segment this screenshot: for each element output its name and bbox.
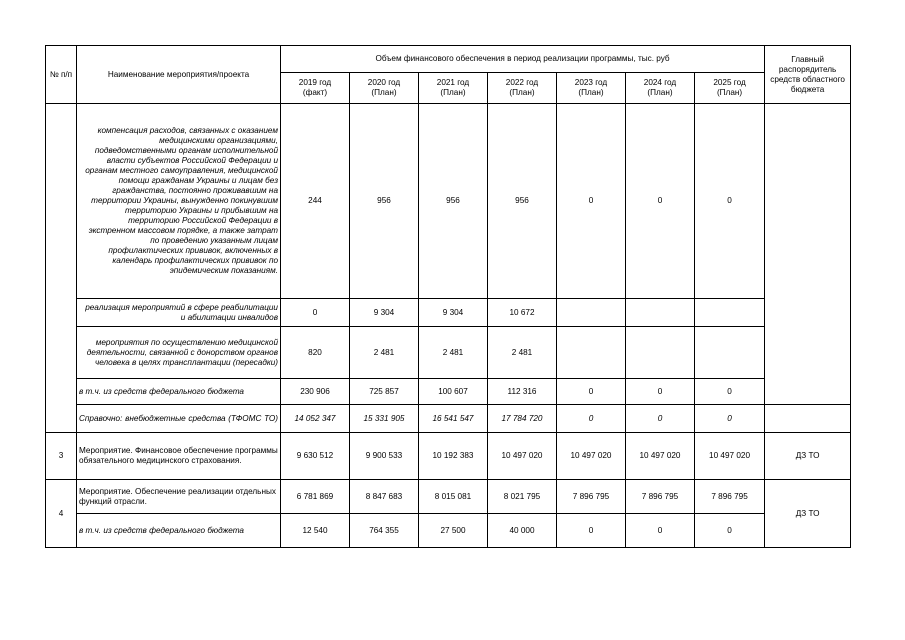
table-row (46, 104, 851, 299)
cell-value (557, 327, 626, 379)
cell-value: 10 192 383 (419, 433, 488, 480)
row-name: компенсация расходов, связанных с оказанием медицинскими организациями, подведомственными органам исполнительной власти субъектов Российской Федерации и органам местного самоуправления, медицинской помощи гражданам Украины и лицам без гражданства, постоянно проживавшим на территории Украины, вынужденно покинувшим территорию Украины и прибывшим на территорию Российской Федерации в экстренном массовом порядке, а также затрат по проведению указанным лицам профилактических прививок, включенных в календарь профилактических прививок по эпидемическим показаниям. (77, 104, 281, 299)
cell-value: 10 672 (488, 299, 557, 327)
cell-value: 0 (695, 405, 765, 433)
cell-value: 100 607 (419, 379, 488, 405)
cell-value: 764 355 (350, 514, 419, 548)
cell-value: 956 (488, 104, 557, 299)
cell-value: 0 (557, 104, 626, 299)
cell-value: 40 000 (488, 514, 557, 548)
row-name: в т.ч. из средств федерального бюджета (77, 514, 281, 548)
cell-value: 230 906 (281, 379, 350, 405)
cell-value: 2 481 (488, 327, 557, 379)
cell-value: 112 316 (488, 379, 557, 405)
header-num: № п/п (46, 46, 77, 104)
cell-value (695, 299, 765, 327)
header-year: 2021 год (План) (419, 73, 488, 104)
cell-value: 9 304 (350, 299, 419, 327)
cell-value: 14 052 347 (281, 405, 350, 433)
header-year: 2022 год (План) (488, 73, 557, 104)
header-volume: Объем финансового обеспечения в период реализации программы, тыс. руб (281, 46, 765, 73)
cell-value: 956 (350, 104, 419, 299)
table-row (46, 299, 851, 327)
cell-value: 17 784 720 (488, 405, 557, 433)
cell-value (626, 299, 695, 327)
header-year: 2019 год (факт) (281, 73, 350, 104)
manager-empty (765, 104, 851, 405)
cell-value: 956 (419, 104, 488, 299)
cell-value: 0 (626, 514, 695, 548)
cell-value: 9 304 (419, 299, 488, 327)
table-row (46, 514, 851, 548)
cell-value: 244 (281, 104, 350, 299)
table-row (46, 405, 851, 433)
cell-value: 7 896 795 (626, 480, 695, 514)
cell-value (626, 327, 695, 379)
header-year: 2024 год (План) (626, 73, 695, 104)
financing-table (45, 45, 851, 548)
cell-value: 2 481 (350, 327, 419, 379)
cell-value: 10 497 020 (695, 433, 765, 480)
row-name: Мероприятие. Обеспечение реализации отдельных функций отрасли. (77, 480, 281, 514)
row-num-empty (46, 104, 77, 433)
cell-value: 0 (695, 379, 765, 405)
cell-value: 8 847 683 (350, 480, 419, 514)
header-name: Наименование мероприятия/проекта (77, 46, 281, 104)
row-name: Мероприятие. Финансовое обеспечение программы обязательного медицинского страхования. (77, 433, 281, 480)
cell-value: 15 331 905 (350, 405, 419, 433)
cell-value: 0 (626, 104, 695, 299)
cell-value: 0 (281, 299, 350, 327)
cell-value (557, 299, 626, 327)
row-name: реализация мероприятий в сфере реабилитации и абилитации инвалидов (77, 299, 281, 327)
cell-value: 2 481 (419, 327, 488, 379)
table-row (46, 379, 851, 405)
cell-value: 9 630 512 (281, 433, 350, 480)
cell-value: 0 (557, 514, 626, 548)
cell-value: 7 896 795 (695, 480, 765, 514)
header-manager: Главный распорядитель средств областного бюджета (765, 46, 851, 104)
cell-value: 9 900 533 (350, 433, 419, 480)
row-name: в т.ч. из средств федерального бюджета (77, 379, 281, 405)
row-num: 4 (46, 480, 77, 548)
cell-value: 0 (626, 405, 695, 433)
cell-value (695, 327, 765, 379)
header-year: 2023 год (План) (557, 73, 626, 104)
cell-value: 10 497 020 (488, 433, 557, 480)
cell-value: 27 500 (419, 514, 488, 548)
cell-value: 6 781 869 (281, 480, 350, 514)
cell-value: 16 541 547 (419, 405, 488, 433)
cell-value: 7 896 795 (557, 480, 626, 514)
cell-value: 0 (695, 514, 765, 548)
table-row (46, 480, 851, 514)
header-year: 2025 год (План) (695, 73, 765, 104)
cell-value: 0 (557, 405, 626, 433)
manager-empty (765, 405, 851, 433)
table-row (46, 433, 851, 480)
row-num: 3 (46, 433, 77, 480)
cell-value: 10 497 020 (557, 433, 626, 480)
cell-value: 0 (695, 104, 765, 299)
cell-value: 8 015 081 (419, 480, 488, 514)
cell-value: 725 857 (350, 379, 419, 405)
cell-value: 0 (557, 379, 626, 405)
table-row (46, 327, 851, 379)
header-year: 2020 год (План) (350, 73, 419, 104)
cell-value: 820 (281, 327, 350, 379)
manager-cell: ДЗ ТО (765, 433, 851, 480)
row-name: Справочно: внебюджетные средства (ТФОМС ТО) (77, 405, 281, 433)
row-name: мероприятия по осуществлению медицинской деятельности, связанной с донорством органов человека в целях трансплантации (пересадки) (77, 327, 281, 379)
cell-value: 8 021 795 (488, 480, 557, 514)
cell-value: 0 (626, 379, 695, 405)
cell-value: 10 497 020 (626, 433, 695, 480)
manager-cell: ДЗ ТО (765, 480, 851, 548)
cell-value: 12 540 (281, 514, 350, 548)
